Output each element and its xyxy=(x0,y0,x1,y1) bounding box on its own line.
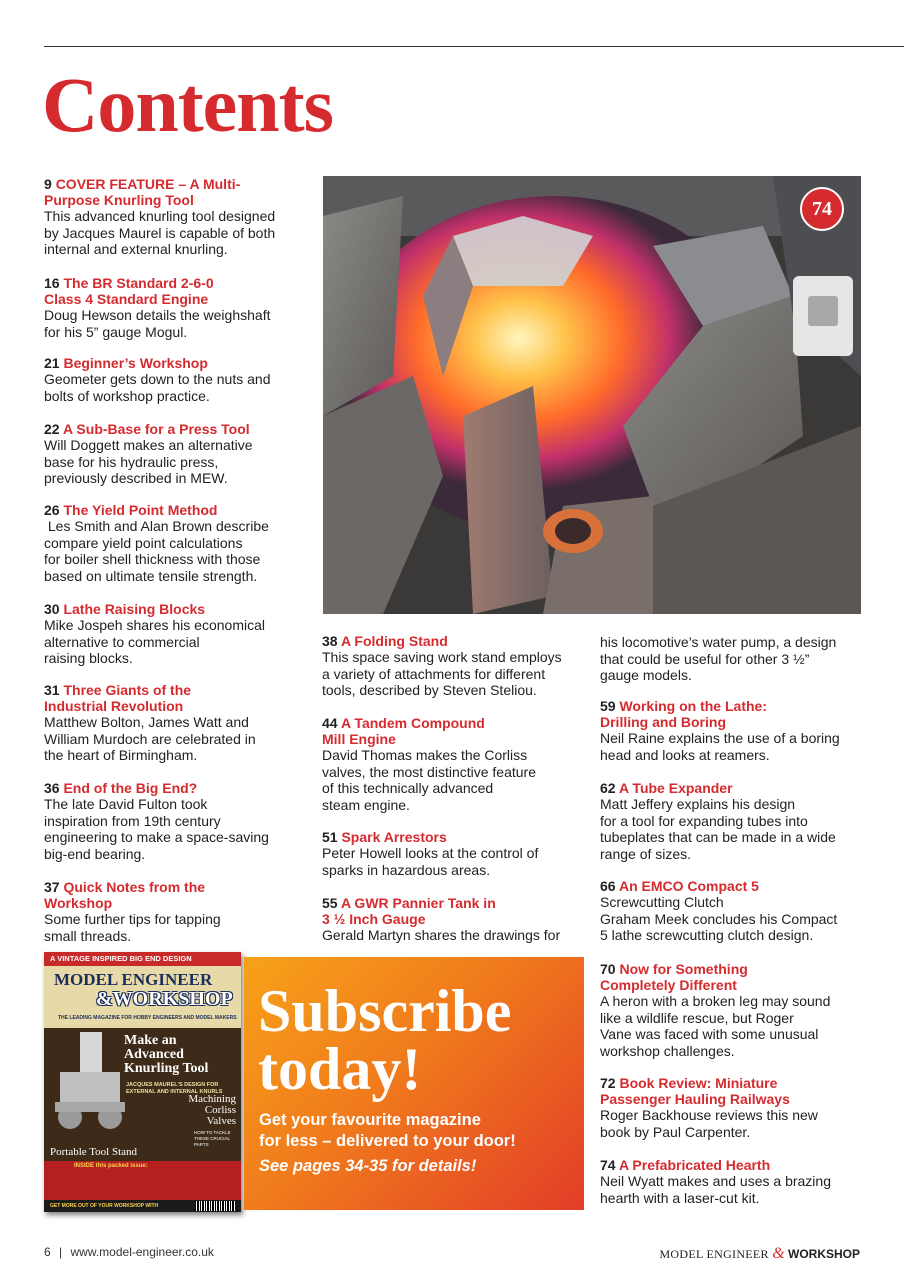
entry-heading xyxy=(600,878,862,894)
entry-page-number: 9 xyxy=(44,176,52,192)
contents-entry[interactable] xyxy=(44,355,309,404)
entry-heading xyxy=(44,176,309,208)
footer-ampersand: & xyxy=(772,1245,785,1262)
cover-headline-1: Make an Advanced Knurling Tool xyxy=(124,1033,209,1076)
entry-description: Les Smith and Alan Brown describe compare yield point calculations for boiler shell thickness with those based on ultimate tensile strength. xyxy=(44,518,269,584)
entry-page-number: 31 xyxy=(44,682,60,698)
entry-page-number: 44 xyxy=(322,715,338,731)
entry-title: Beginner’s Workshop xyxy=(63,355,208,371)
entry-title: Book Review: Miniature Passenger Hauling Railways xyxy=(600,1075,790,1107)
footer-separator: | xyxy=(59,1245,63,1259)
top-rule xyxy=(44,46,904,47)
entry-heading xyxy=(44,879,309,911)
entry-title: COVER FEATURE – A Multi- Purpose Knurling Tool xyxy=(44,176,241,208)
entry-heading xyxy=(44,355,309,371)
cover-subhead-1: JACQUES MAUREL'S DESIGN FOR EXTERNAL AND INTERNAL KNURLS xyxy=(126,1082,223,1095)
footer-brand-workshop: WORKSHOP xyxy=(788,1247,860,1261)
entry-description: Doug Hewson details the weighshaft for his 5” gauge Mogul. xyxy=(44,307,271,340)
entry-description: Peter Howell looks at the control of sparks in hazardous areas. xyxy=(322,845,539,878)
contents-entry[interactable] xyxy=(44,275,309,340)
entry-page-number: 30 xyxy=(44,601,60,617)
entry-description: Matthew Bolton, James Watt and William Murdoch are celebrated in the heart of Birmingham. xyxy=(44,714,256,763)
entry-title: Spark Arrestors xyxy=(341,829,447,845)
entry-description: Geometer gets down to the nuts and bolts of workshop practice. xyxy=(44,371,271,404)
contents-entry[interactable] xyxy=(322,829,584,878)
knurling-tool-image xyxy=(50,1032,130,1147)
entry-title: A Folding Stand xyxy=(340,633,448,649)
entry-description: Mike Jospeh shares his economical alternative to commercial raising blocks. xyxy=(44,617,265,666)
contents-entry[interactable] xyxy=(44,176,309,258)
entry-page-number: 38 xyxy=(322,633,338,649)
entry-page-number: 66 xyxy=(600,878,616,894)
cover-inside-box xyxy=(44,1161,241,1205)
footer-brand-name: MODEL ENGINEER xyxy=(659,1247,769,1261)
contents-entry[interactable] xyxy=(322,715,584,813)
entry-title: Working on the Lathe: Drilling and Boring xyxy=(600,698,767,730)
cover-inside-label: INSIDE this packed issue: xyxy=(74,1163,148,1169)
entry-page-number: 16 xyxy=(44,275,60,291)
entry-heading xyxy=(44,421,309,437)
entry-title: End of the Big End? xyxy=(63,780,198,796)
contents-entry[interactable] xyxy=(322,895,584,944)
entry-title: Lathe Raising Blocks xyxy=(63,601,206,617)
entry-heading xyxy=(44,502,309,518)
subscribe-promo[interactable] xyxy=(244,957,584,1210)
cover-masthead xyxy=(44,966,241,1028)
contents-entry[interactable] xyxy=(600,698,862,763)
contents-entry[interactable] xyxy=(600,1157,862,1206)
footer-left xyxy=(44,1245,214,1259)
barcode-icon xyxy=(195,1201,235,1211)
contents-entry[interactable] xyxy=(44,421,309,487)
cover-headline-3: Portable Tool Stand xyxy=(50,1146,138,1158)
entry-description: A heron with a broken leg may sound like a wildlife rescue, but Roger Vane was faced with some unusual workshop challenges. xyxy=(600,993,831,1059)
entry-description: This advanced knurling tool designed by Jacques Maurel is capable of both internal and external knurling. xyxy=(44,208,276,257)
entry-title: A Prefabricated Hearth xyxy=(618,1157,771,1173)
cover-headline-2: Machining Corliss Valves xyxy=(188,1093,236,1127)
entry-page-number: 55 xyxy=(322,895,338,911)
cover-subhead-2: HOW TO TACKLE THESE CRUCIAL PARTS xyxy=(194,1130,231,1147)
entry-heading xyxy=(322,895,584,927)
entry-description: The late David Fulton took inspiration from 19th century engineering to make a space-saving big-end bearing. xyxy=(44,796,269,862)
entry-description: Will Doggett makes an alternative base for his hydraulic press, previously described in MEW. xyxy=(44,437,253,486)
entry-heading xyxy=(44,780,309,796)
promo-details-link[interactable]: See pages 34-35 for details! xyxy=(259,1157,477,1175)
entry-page-number: 21 xyxy=(44,355,60,371)
entry-page-number: 36 xyxy=(44,780,60,796)
entry-page-number: 62 xyxy=(600,780,616,796)
page-title: Contents xyxy=(42,61,334,148)
entry-title: An EMCO Compact 5 xyxy=(618,878,759,894)
entry-heading xyxy=(44,601,309,617)
magazine-cover[interactable] xyxy=(44,952,241,1212)
entry-heading xyxy=(322,633,584,649)
entry-title: A Sub-Base for a Press Tool xyxy=(62,421,250,437)
promo-line-2: today! xyxy=(258,1036,422,1102)
cover-band: A VINTAGE INSPIRED BIG END DESIGN xyxy=(44,952,241,966)
entry-page-number: 37 xyxy=(44,879,60,895)
contents-entry[interactable] xyxy=(44,601,309,667)
entry-description: Neil Wyatt makes and uses a brazing hearth with a laser-cut kit. xyxy=(600,1173,831,1206)
entry-description: his locomotive’s water pump, a design that could be useful for other 3 ½” gauge models. xyxy=(600,634,837,683)
entry-title: A Tube Expander xyxy=(618,780,733,796)
contents-entry[interactable] xyxy=(44,502,309,584)
promo-line-1: Subscribe xyxy=(258,978,512,1044)
contents-entry[interactable] xyxy=(44,780,309,862)
page-badge: 74 xyxy=(800,187,844,231)
entry-page-number: 59 xyxy=(600,698,616,714)
website-link[interactable]: www.model-engineer.co.uk xyxy=(70,1245,214,1259)
entry-title: A GWR Pannier Tank in 3 ½ Inch Gauge xyxy=(322,895,496,927)
contents-entry[interactable] xyxy=(600,961,862,1059)
page-number: 6 xyxy=(44,1245,51,1259)
entry-heading xyxy=(600,698,862,730)
entry-title: Now for Something Completely Different xyxy=(600,961,748,993)
contents-entry[interactable] xyxy=(44,879,309,944)
contents-entry[interactable] xyxy=(600,878,862,944)
contents-entry[interactable] xyxy=(600,634,862,684)
hearth-photo xyxy=(323,176,861,614)
entry-page-number: 72 xyxy=(600,1075,616,1091)
promo-subtext: Get your favourite magazine for less – delivered to your door! xyxy=(259,1111,516,1150)
contents-entry[interactable] xyxy=(600,780,862,862)
entry-title: Quick Notes from the Workshop xyxy=(44,879,206,911)
footer-brand xyxy=(659,1245,860,1263)
entry-heading xyxy=(44,275,309,307)
entry-description: Neil Raine explains the use of a boring head and looks at reamers. xyxy=(600,730,840,763)
contents-entry[interactable] xyxy=(600,1075,862,1140)
entry-heading xyxy=(600,1075,862,1107)
entry-title: Three Giants of the Industrial Revolution xyxy=(44,682,192,714)
entry-page-number: 70 xyxy=(600,961,616,977)
entry-description: Matt Jeffery explains his design for a tool for expanding tubes into tubeplates that can be made in a wide range of sizes. xyxy=(600,796,836,862)
entry-heading xyxy=(322,715,584,747)
entry-page-number: 26 xyxy=(44,502,60,518)
cover-title-1: MODEL ENGINEER xyxy=(54,970,213,989)
contents-entry[interactable] xyxy=(44,682,309,764)
entry-page-number: 51 xyxy=(322,829,338,845)
entry-description: Some further tips for tapping small threads. xyxy=(44,911,221,944)
entry-description: This space saving work stand employs a variety of attachments for different tools, described by Steven Steliou. xyxy=(322,649,562,698)
entry-description: Screwcutting Clutch Graham Meek concludes his Compact 5 lathe screwcutting clutch design. xyxy=(600,894,838,943)
cover-bottom-bar: GET MORE OUT OF YOUR WORKSHOP WITH xyxy=(44,1200,241,1212)
entry-title: The Yield Point Method xyxy=(63,502,218,518)
entry-heading xyxy=(600,961,862,993)
entry-heading xyxy=(44,682,309,714)
entry-description: David Thomas makes the Corliss valves, the most distinctive feature of this technically advanced steam engine. xyxy=(322,747,536,813)
entry-description: Roger Backhouse reviews this new book by Paul Carpenter. xyxy=(600,1107,818,1140)
entry-page-number: 22 xyxy=(44,421,60,437)
entry-heading xyxy=(322,829,584,845)
entry-heading xyxy=(600,1157,862,1173)
entry-heading xyxy=(600,780,862,796)
contents-entry[interactable] xyxy=(322,633,584,699)
entry-page-number: 74 xyxy=(600,1157,616,1173)
entry-description: Gerald Martyn shares the drawings for xyxy=(322,927,561,943)
entry-title: The BR Standard 2-6-0 Class 4 Standard Engine xyxy=(44,275,214,307)
cover-tagline: THE LEADING MAGAZINE FOR HOBBY ENGINEERS AND MODEL MAKERS xyxy=(58,1015,237,1021)
entry-title: A Tandem Compound Mill Engine xyxy=(322,715,485,747)
cover-title-2: &WORKSHOP xyxy=(96,988,233,1010)
